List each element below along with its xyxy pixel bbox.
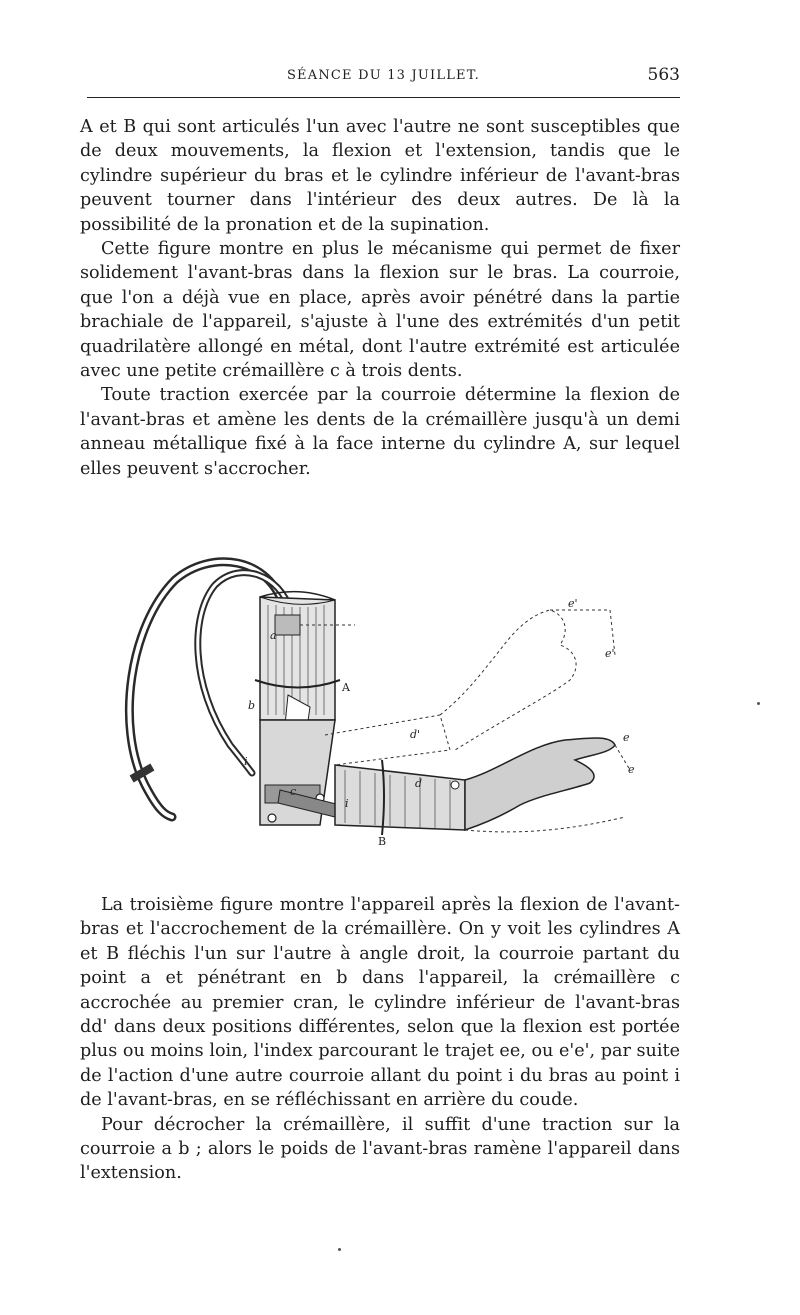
label-e-prime-top: e' [568, 597, 578, 610]
label-d-prime: d' [410, 728, 421, 741]
label-A: A [342, 681, 350, 694]
running-header [87, 64, 680, 86]
paragraph: A et B qui sont articulés l'un avec l'autre ne sont susceptibles que de deux mouvements, la flexion et l'extension, tandis que le cylindre supérieur du bras et le cylindre inférieur de l'avant-bras peuvent tourner dans l'intérieur des deux autres. De là la possibilité de la pronation et de la supination. [80, 117, 680, 235]
paper-speck [757, 702, 760, 705]
header-rule [87, 97, 680, 98]
paper-speck [338, 1248, 341, 1251]
hand-flexed [465, 738, 615, 830]
paragraph: Toute traction exercée par la courroie détermine la flexion de l'avant-bras et amène les dents de la crémaillère jusqu'à un demi anneau métallique fixé à la face interne du cylindre A, sur lequel elles peuvent s'accrocher. [80, 385, 680, 479]
paragraph: Pour décrocher la crémaillère, il suffit d'une traction sur la courroie a b ; alors le poids de l'avant-bras ramène l'appareil dans l'extension. [80, 1114, 680, 1184]
label-e-lower: e [628, 763, 635, 776]
label-i-lower: i [345, 797, 349, 810]
page-number: 563 [647, 65, 680, 85]
lower-cylinder-B [335, 760, 465, 835]
label-e: e [623, 731, 630, 744]
apparatus-illustration [120, 555, 650, 855]
label-B: B [378, 835, 387, 848]
label-c: c [290, 785, 297, 798]
hinge-ratchet [260, 720, 340, 825]
paragraph: La troisième figure montre l'appareil après la flexion de l'avant-bras et l'accrochement de la crémaillère. On y voit les cylindres A et B fléchis l'un sur l'autre à angle droit, la courroie partant du point a et pénétrant en b dans l'appareil, la crémaillère c accrochée au premier cran, le cylindre inférieur de l'avant-bras dd' dans deux positions différentes, selon que la flexion est portée plus ou moins loin, l'index parcourant le trajet ee, ou e'e', par suite de l'action d'une autre courroie allant du point i du bras au point i de l'avant-bras, en se réfléchissant en arrière du coude. [80, 895, 680, 1111]
figure-flexed-arm-apparatus [120, 555, 650, 855]
body-text-top [80, 115, 680, 481]
upper-cylinder-A [255, 592, 355, 735]
body-text-bottom [80, 893, 680, 1186]
label-b: b [248, 699, 256, 712]
label-i-upper: i [244, 755, 248, 768]
label-d: d [415, 777, 423, 790]
label-e-prime-mid: e' [605, 647, 615, 660]
running-title: SÉANCE DU 13 JUILLET. [286, 68, 481, 83]
paragraph: Cette figure montre en plus le mécanisme qui permet de fixer solidement l'avant-bras dans la flexion sur le bras. La courroie, que l'on a déjà vue en place, après avoir pénétré dans la partie brachiale de l'appareil, s'ajuste à l'une des extrémités d'un petit quadrilatère allongé en métal, dont l'autre extrémité est articulée avec une petite crémaillère c à trois dents. [80, 239, 680, 382]
label-a: a [270, 629, 277, 642]
